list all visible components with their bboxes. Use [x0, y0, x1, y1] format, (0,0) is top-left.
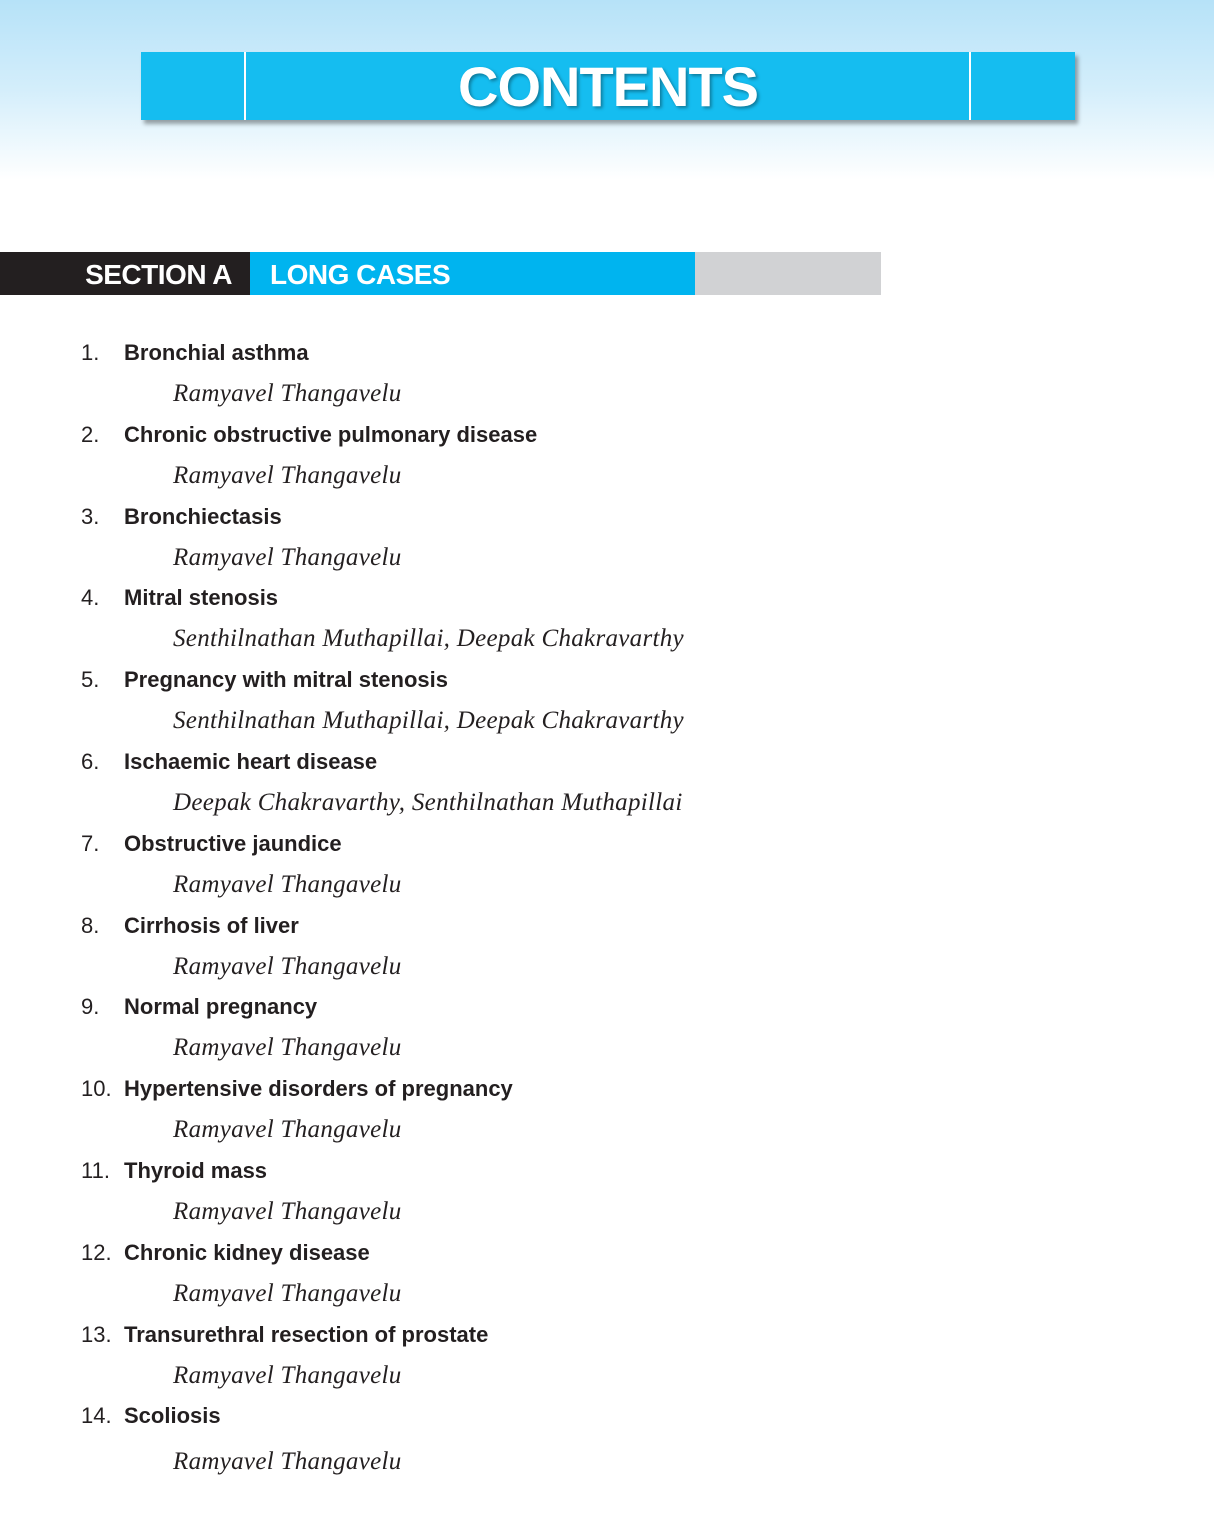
- entry-authors: Ramyavel Thangavelu: [173, 1198, 402, 1225]
- entry-authors: Ramyavel Thangavelu: [173, 1361, 402, 1389]
- contents-banner: [141, 52, 1075, 120]
- entry-number: 10.: [81, 1076, 112, 1102]
- entry-title[interactable]: Chronic obstructive pulmonary disease: [124, 421, 538, 447]
- page-title: CONTENTS: [458, 55, 758, 118]
- entry-number: 1.: [81, 340, 100, 365]
- entry-authors: Senthilnathan Muthapillai, Deepak Chakravarthy: [173, 625, 684, 653]
- entry-title[interactable]: Normal pregnancy: [124, 994, 318, 1020]
- entry-number: 12.: [81, 1239, 112, 1265]
- entry-authors: Senthilnathan Muthapillai, Deepak Chakravarthy: [173, 707, 684, 735]
- entry-title[interactable]: Bronchial asthma: [124, 340, 309, 365]
- entry-authors: Deepak Chakravarthy, Senthilnathan Muthapillai: [173, 789, 683, 816]
- section-label: SECTION A: [0, 252, 250, 295]
- entry-number: 9.: [81, 994, 100, 1020]
- entry-title[interactable]: Obstructive jaundice: [124, 830, 342, 856]
- entry-number: 7.: [81, 830, 100, 856]
- entry-number: 8.: [81, 912, 100, 938]
- entry-title[interactable]: Hypertensive disorders of pregnancy: [124, 1076, 513, 1102]
- entry-title[interactable]: Mitral stenosis: [124, 585, 279, 611]
- entry-title[interactable]: Bronchiectasis: [124, 503, 282, 529]
- entry-authors: Ramyavel Thangavelu: [173, 1279, 402, 1307]
- entry-number: 13.: [81, 1321, 112, 1347]
- entry-authors: Ramyavel Thangavelu: [173, 380, 402, 407]
- entry-title[interactable]: Ischaemic heart disease: [124, 749, 378, 774]
- entry-title[interactable]: Scoliosis: [124, 1403, 221, 1429]
- entry-authors: Ramyavel Thangavelu: [173, 1448, 402, 1476]
- entry-title[interactable]: Thyroid mass: [124, 1158, 268, 1183]
- entry-title[interactable]: Cirrhosis of liver: [124, 912, 299, 938]
- entry-number: 3.: [81, 503, 100, 529]
- entry-authors: Ramyavel Thangavelu: [173, 952, 402, 980]
- entry-number: 2.: [81, 421, 100, 447]
- entry-number: 11.: [81, 1158, 110, 1183]
- entry-title[interactable]: Transurethral resection of prostate: [124, 1321, 489, 1347]
- entry-number: 14.: [81, 1403, 112, 1429]
- entry-authors: Ramyavel Thangavelu: [173, 543, 402, 571]
- section-bar-end: [695, 252, 881, 295]
- entry-title[interactable]: Chronic kidney disease: [124, 1239, 370, 1265]
- section-header: [0, 252, 881, 295]
- entry-authors: Ramyavel Thangavelu: [173, 1116, 402, 1144]
- entry-number: 6.: [81, 749, 100, 774]
- entry-authors: Ramyavel Thangavelu: [173, 1034, 402, 1062]
- entry-number: 5.: [81, 667, 100, 693]
- entry-title[interactable]: Pregnancy with mitral stenosis: [124, 667, 448, 693]
- entry-authors: Ramyavel Thangavelu: [173, 870, 402, 898]
- entry-authors: Ramyavel Thangavelu: [173, 461, 402, 489]
- section-name: LONG CASES: [250, 252, 695, 295]
- entry-number: 4.: [81, 585, 100, 611]
